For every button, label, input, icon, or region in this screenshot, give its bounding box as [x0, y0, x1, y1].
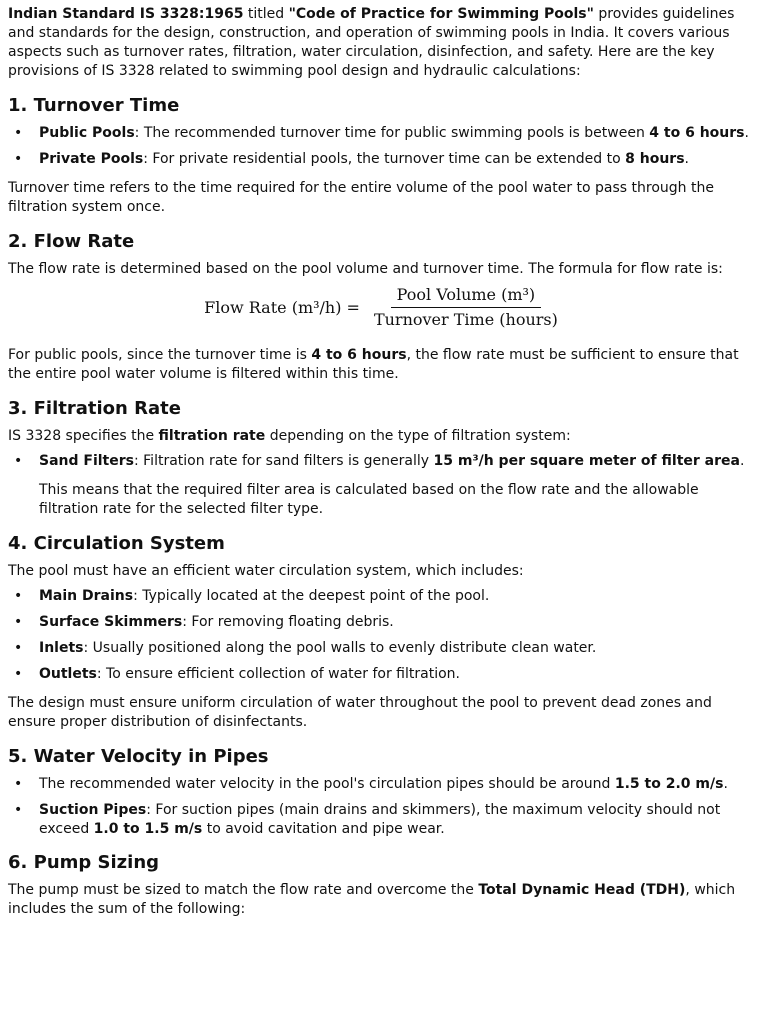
- velocity-list: [8, 775, 760, 839]
- item-text: : Typically located at the deepest point of the pool.: [133, 588, 490, 604]
- formula-fraction: [368, 285, 564, 330]
- list-item: [8, 124, 760, 143]
- circulation-note: The design must ensure uniform circulation of water throughout the pool to prevent dead zones and ensure proper distribution of disinfectants.: [8, 695, 712, 730]
- filtration-list: [8, 452, 760, 471]
- item-label: Private Pools: [39, 151, 144, 167]
- section-heading-pump-sizing: 6. Pump Sizing: [8, 852, 160, 873]
- item-text: .: [739, 453, 745, 469]
- note-text: , the flow rate must be sufficient to ensure that the entire pool water volume is filtered within this time.: [8, 347, 739, 382]
- list-item: [8, 613, 760, 632]
- item-text: : The recommended turnover time for public swimming pools is between: [134, 125, 650, 141]
- item-text: .: [684, 151, 689, 167]
- para-bold: filtration rate: [158, 428, 266, 444]
- circulation-list: [8, 587, 760, 684]
- item-value: 1.5 to 2.0 m/s: [614, 776, 724, 792]
- item-text: : For suction pipes (main drains and skimmers), the maximum velocity should not exceed: [39, 802, 721, 837]
- para-text: depending on the type of filtration system:: [265, 428, 571, 444]
- standard-name: Indian Standard IS 3328:1965: [8, 6, 244, 22]
- item-label: Main Drains: [39, 588, 134, 604]
- item-text: .: [723, 776, 728, 792]
- intro-text: provides guidelines and standards for the design, construction, and operation of swimming pools in India. It covers various aspects such as turnover rates, filtration, water circulation, disinfection, and safety. Here are the key provisions of IS 3328 related to swimming pool design and hydraulic calculations:: [8, 6, 735, 79]
- filtration-subnote: This means that the required filter area is calculated based on the flow rate and the allowable filtration rate for the selected filter type.: [39, 482, 699, 517]
- formula-lhs: Flow Rate (m³/h) =: [204, 297, 360, 317]
- flow-rate-note: [8, 346, 760, 384]
- filtration-paragraph: [8, 427, 760, 446]
- list-item: [8, 665, 760, 684]
- para-text: The pump must be sized to match the flow rate and overcome the: [8, 882, 479, 898]
- circulation-paragraph: The pool must have an efficient water circulation system, which includes:: [8, 563, 524, 579]
- formula-denominator: Turnover Time (hours): [373, 310, 558, 329]
- section-heading-flow-rate: 2. Flow Rate: [8, 231, 135, 252]
- para-bold: Total Dynamic Head (TDH): [478, 882, 686, 898]
- section-heading-turnover-time: 1. Turnover Time: [8, 95, 180, 116]
- para-text: , which includes the sum of the following:: [8, 882, 736, 917]
- section-heading-filtration-rate: 3. Filtration Rate: [8, 398, 181, 419]
- item-label: Surface Skimmers: [39, 614, 183, 630]
- item-label: Inlets: [39, 640, 84, 656]
- item-text: : Usually positioned along the pool walls to evenly distribute clean water.: [83, 640, 597, 656]
- item-text: : Filtration rate for sand filters is generally: [133, 453, 434, 469]
- list-item: [8, 452, 760, 471]
- intro-paragraph: [8, 5, 760, 81]
- section-heading-water-velocity: 5. Water Velocity in Pipes: [8, 746, 269, 767]
- item-label: Sand Filters: [39, 453, 134, 469]
- item-text: The recommended water velocity in the pool's circulation pipes should be around: [39, 776, 615, 792]
- pump-sizing-paragraph: [8, 881, 760, 919]
- item-text: .: [744, 125, 749, 141]
- item-text: : For removing floating debris.: [182, 614, 394, 630]
- formula-numerator: Pool Volume (m³): [391, 285, 542, 308]
- para-text: IS 3328 specifies the: [8, 428, 159, 444]
- item-value: 4 to 6 hours: [649, 125, 745, 141]
- note-text: For public pools, since the turnover time is: [8, 347, 312, 363]
- item-text: : To ensure efficient collection of water for filtration.: [96, 666, 460, 682]
- list-item: [8, 150, 760, 169]
- note-value: 4 to 6 hours: [311, 347, 407, 363]
- item-value: 8 hours: [625, 151, 685, 167]
- list-item: [8, 775, 760, 794]
- turnover-list: [8, 124, 760, 169]
- item-value: 15 m³/h per square meter of filter area: [433, 453, 740, 469]
- section-heading-circulation-system: 4. Circulation System: [8, 533, 225, 554]
- item-text: : For private residential pools, the turnover time can be extended to: [143, 151, 626, 167]
- list-item: [8, 639, 760, 658]
- standard-title: "Code of Practice for Swimming Pools": [288, 6, 594, 22]
- intro-text: titled: [243, 6, 289, 22]
- list-item: [8, 587, 760, 606]
- item-value: 1.0 to 1.5 m/s: [93, 821, 203, 837]
- item-text: to avoid cavitation and pipe wear.: [202, 821, 445, 837]
- flow-rate-formula: [8, 285, 760, 330]
- flow-rate-paragraph: The flow rate is determined based on the pool volume and turnover time. The formula for flow rate is:: [8, 261, 723, 277]
- item-label: Suction Pipes: [39, 802, 147, 818]
- turnover-note: Turnover time refers to the time required for the entire volume of the pool water to pass through the filtration system once.: [8, 180, 714, 215]
- item-label: Outlets: [39, 666, 97, 682]
- list-item: [8, 801, 760, 839]
- item-label: Public Pools: [39, 125, 135, 141]
